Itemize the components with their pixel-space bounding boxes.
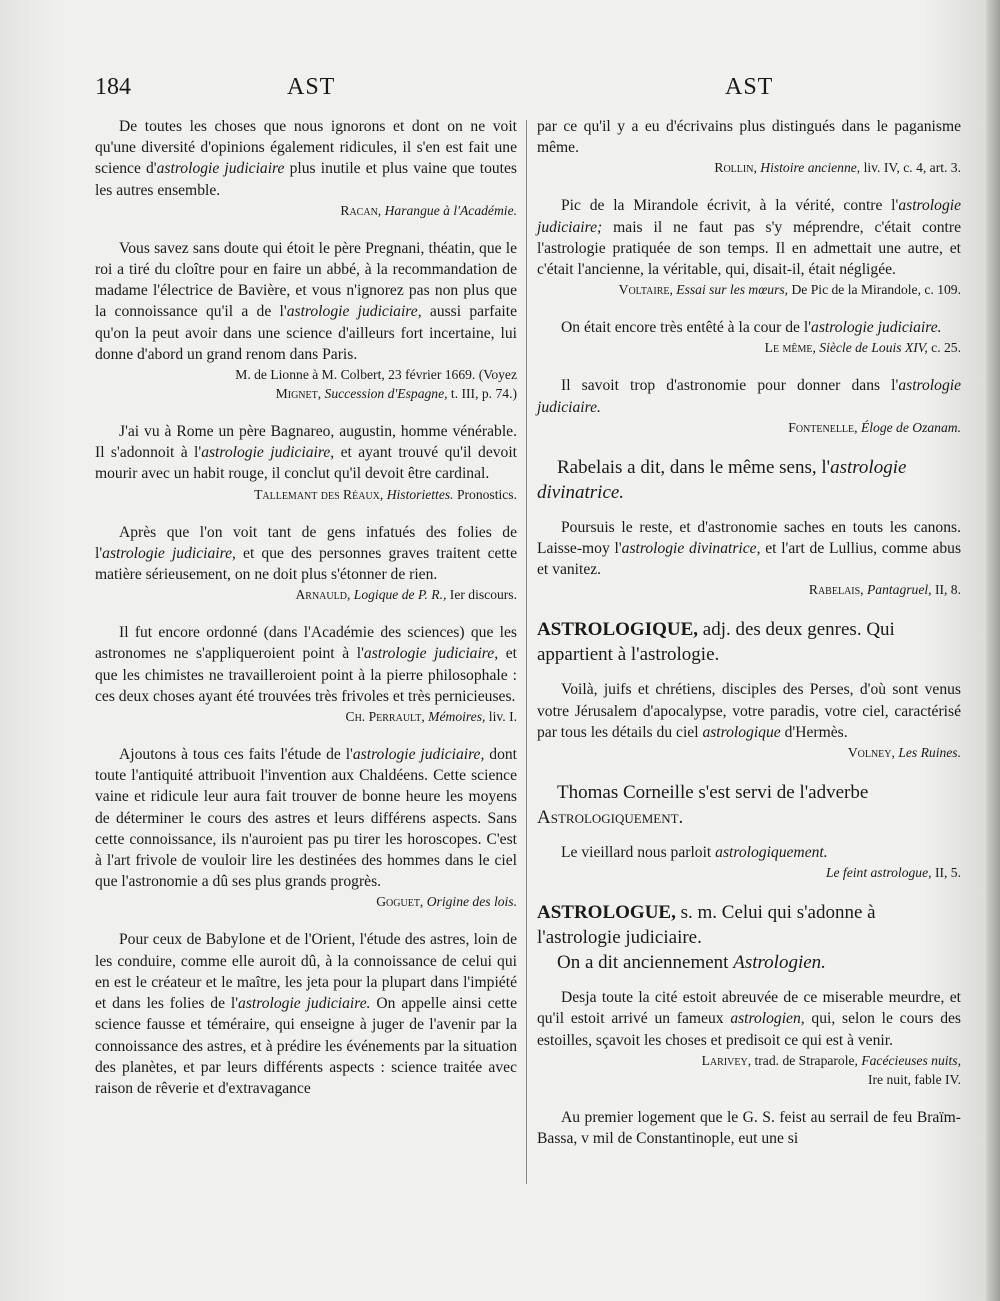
citation: Tallemant des Réaux, Historiettes. Pronostics. [254, 486, 517, 502]
dictionary-entry-heading: ASTROLOGIQUE, adj. des deux genres. Qui appartient à l'astrologie. [537, 619, 895, 666]
right-running-title: AST [725, 74, 774, 100]
citation: Volney, Les Ruines. [847, 745, 961, 761]
quotation: Au premier logement que le G. S. feist au serrail de feu Braïm-Bassa, v mil de Constantinople, eut une si [537, 1108, 961, 1148]
citation: Le feint astrologue, II, 5. [825, 865, 961, 881]
quotation-continued: par ce qu'il y a eu d'écrivains plus distingués dans le paganisme même. [537, 118, 961, 157]
citation: Larivey, trad. de Straparole, Facécieuses nuits, Ire nuit, fable IV. [701, 1052, 961, 1087]
citation: Ch. Perrault, Mémoires, liv. I. [345, 709, 517, 725]
quotation: Pour ceux de Babylone et de l'Orient, l'étude des astres, loin de les conduire, comme elle auroit dû, à la connoissance de celui qui en est le créateur et le maître, les jeta pour la plupart dans l'impiété et dans les folies de l'astrologie judiciaire. On appelle ainsi cette science fausse et téméraire, qui enseigne à juger de l'avenir par la connoissance des astres, et à prédire les événements par la situation des planètes, et par leurs différents aspects : science traitée avec raison de rêverie et d'extravagance [95, 931, 518, 1097]
quotation: Après que l'on voit tant de gens infatués des folies de l'astrologie judiciaire, et que des personnes graves traitent cette matière sérieusement, on ne doit plus s'étonner de rien. [95, 523, 517, 584]
left-column [95, 116, 517, 1099]
quotation: Voilà, juifs et chrétiens, disciples des Perses, d'où sont venus votre Jérusalem d'apocalypse, votre paradis, votre ciel, caractérisé par tous les détails du ciel astrologique d'Hermès. [537, 681, 961, 741]
quotation: Pic de la Mirandole écrivit, à la vérité, contre l'astrologie judiciaire; mais il ne faut pas s'y méprendre, c'était contre l'astrologie pratiquée de son temps. Il en admettait une autre, et c'était l'ancienne, la véritable, qui, disait-il, était négligée. [537, 197, 961, 279]
quotation: Ajoutons à tous ces faits l'étude de l'astrologie judiciaire, dont toute l'antiquité attribuoit l'invention aux Chaldéens. Cette science vaine et ridicule leur aura fait trouver de bonne heure les moyens de déterminer le cours des astres et leurs différens aspects. Sans cette connoissance, ils n'auroient pas pu tirer les horoscopes. C'est à l'art frivole de vouloir lire les destinées des hommes dans le ciel que l'astronomie a dû ses plus grands progrès. [95, 746, 518, 891]
quotation: J'ai vu à Rome un père Bagnareo, augustin, homme vénérable. Il s'adonnoit à l'astrologie judiciaire, et ayant trouvé qu'il devoit mourir avec un habit rouge, il conclut qu'il devoit être cardinal. [95, 423, 517, 483]
quotation: Vous savez sans doute qui étoit le père Pregnani, théatin, que le roi a tiré du cloître pour en faire un abbé, à la recommandation de madame l'électrice de Bavière, et vous n'ignorez pas non plus que la connoissance qu'il a de l'astrologie judiciaire, aussi parfaite qu'on la peut avoir dans une science d'ailleurs fort incertaine, lui donne d'abord un grand renom dans Paris. [95, 239, 517, 363]
quotation: De toutes les choses que nous ignorons et dont on ne voit qu'une diversité d'opinions également ridicules, il s'en est fait une science d'astrologie judiciaire plus inutile et plus vaine que toutes les autres ensemble. [95, 118, 517, 199]
quotation: Desja toute la cité estoit abreuvée de ce miserable meurdre, et qu'il estoit arrivé un fameux astrologien, qui, selon le cours des estoilles, sçavoit les choses et predisoit ce qui est à venir. [537, 989, 961, 1049]
citation: M. de Lionne à M. Colbert, 23 février 1669. (Voyez Mignet, Succession d'Espagne, t. III, p. 74.) [235, 367, 517, 402]
right-column [537, 116, 961, 1149]
citation: Le même, Siècle de Louis XIV, c. 25. [764, 340, 961, 356]
book-spine-edge [986, 0, 1000, 1301]
citation: Racan, Harangue à l'Académie. [340, 202, 517, 218]
dictionary-entry-heading: ASTROLOGUE, s. m. Celui qui s'adonne à l'astrologie judiciaire. [537, 902, 876, 949]
citation: Goguet, Origine des lois. [376, 894, 517, 910]
citation: Arnauld, Logique de P. R., Ier discours. [295, 587, 517, 603]
sense-subheading: On a dit anciennement Astrologien. [557, 952, 826, 974]
quotation: On était encore très entêté à la cour de l'astrologie judiciaire. [561, 319, 942, 337]
quotation: Il fut encore ordonné (dans l'Académie des sciences) que les astronomes ne s'appliqueroient point à l'astrologie judiciaire, et que les chimistes ne travailleroient point à la pierre philosophale : ces deux choses ayant été trouvées très frivoles et très pernicieuses. [95, 624, 517, 705]
citation: Voltaire, Essai sur les mœurs, De Pic de la Mirandole, c. 109. [618, 282, 961, 298]
page-number: 184 [95, 74, 131, 100]
running-header [95, 70, 975, 104]
citation: Rollin, Histoire ancienne, liv. IV, c. 4, art. 3. [714, 160, 961, 176]
quotation: Poursuis le reste, et d'astronomie saches en touts les canons. Laisse-moy l'astrologie divinatrice, et l'art de Lullius, comme abus et vanitez. [537, 518, 962, 579]
sense-subheading: Rabelais a dit, dans le même sens, l'astrologie divinatrice. [537, 456, 907, 503]
citation: Rabelais, Pantagruel, II, 8. [808, 582, 961, 598]
quotation: Il savoit trop d'astronomie pour donner dans l'astrologie judiciaire. [537, 377, 961, 416]
column-divider [526, 120, 527, 1184]
quotation: Le vieillard nous parloit astrologiquement. [561, 844, 828, 862]
citation: Fontenelle, Éloge de Ozanam. [788, 419, 961, 435]
left-running-title: AST [287, 74, 336, 100]
sense-subheading: Thomas Corneille s'est servi de l'adverbe Astrologiquement. [537, 782, 869, 829]
